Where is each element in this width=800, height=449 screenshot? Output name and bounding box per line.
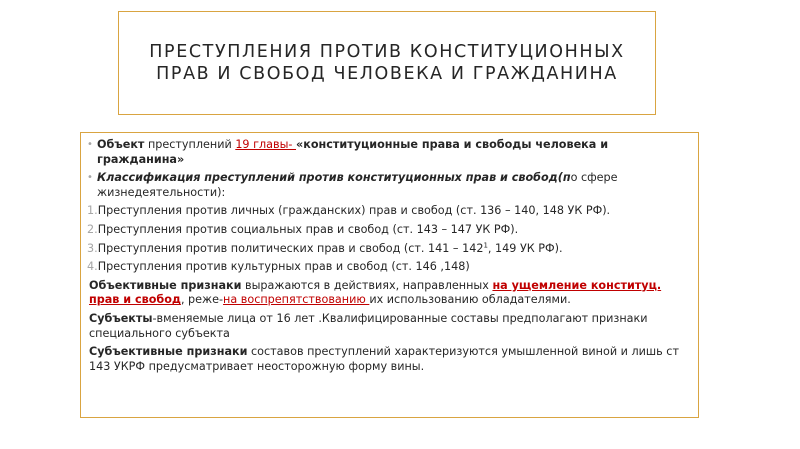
objective-text-a: выражаются в действиях, направленных bbox=[241, 278, 493, 292]
chapter-link[interactable]: 19 главы- bbox=[235, 138, 297, 151]
bullet-icon: • bbox=[87, 139, 93, 150]
object-text: преступлений bbox=[144, 138, 236, 151]
bullet-icon: • bbox=[87, 172, 93, 184]
list-item bbox=[87, 204, 690, 219]
list-text: Преступления против социальных прав и свобод (ст. 143 – 147 УК РФ). bbox=[97, 222, 519, 236]
list-text: Преступления против личных (гражданских) прав и свобод (ст. 136 – 140, 148 УК РФ). bbox=[97, 204, 611, 218]
bullet-object bbox=[87, 138, 690, 167]
list-text bbox=[98, 242, 563, 257]
list-number: 2. bbox=[87, 222, 98, 236]
bullet-classification-text bbox=[97, 171, 690, 200]
classification-text: о сфере жизнедеятельности): bbox=[97, 171, 618, 199]
object-lead: Объект bbox=[97, 138, 145, 151]
list-text-b: , 149 УК РФ). bbox=[487, 241, 563, 255]
objective-text-b: , реже- bbox=[180, 293, 224, 307]
slide-title-line-1: ПРЕСТУПЛЕНИЯ ПРОТИВ КОНСТИТУЦИОННЫХ bbox=[149, 42, 625, 62]
objective-lead: Объективные признаки bbox=[89, 278, 242, 292]
subjects-paragraph bbox=[87, 312, 690, 341]
list-number: 3. bbox=[87, 241, 98, 255]
list-item bbox=[87, 260, 690, 275]
list-item bbox=[87, 223, 690, 238]
list-number: 4. bbox=[87, 260, 98, 274]
slide-title bbox=[149, 41, 624, 85]
subjective-features bbox=[87, 345, 690, 374]
title-box bbox=[118, 11, 656, 115]
objective-red: на воспрепятствованию bbox=[223, 293, 370, 307]
subjects-text: -вменяемые лица от 16 лет .Квалифицированные составы предполагают признаки специального субъекта bbox=[89, 311, 648, 340]
objective-text-c: их использованию обладателями. bbox=[369, 293, 571, 307]
subjects-lead: Субъекты bbox=[89, 311, 153, 325]
object-quote: «конституционные права и свободы человека и гражданина» bbox=[97, 138, 609, 166]
subjective-text: составов преступлений характеризуются умышленной виной и лишь ст 143 УКРФ предусматривает неосторожную форму вины. bbox=[89, 345, 679, 373]
classification-lead: Классификация преступлений против конституционных прав и свобод(п bbox=[97, 171, 571, 185]
subjective-lead: Субъективные признаки bbox=[89, 345, 248, 359]
list-text-a: Преступления против политических прав и свобод (ст. 141 – 142 bbox=[97, 241, 484, 255]
content-box bbox=[80, 132, 699, 418]
objective-features bbox=[87, 279, 690, 308]
objective-red-bold: на ущемление конституц. прав и свобод bbox=[89, 278, 662, 307]
list-number: 1. bbox=[87, 204, 98, 218]
list-text: Преступления против культурных прав и свобод (ст. 146 ,148) bbox=[97, 260, 470, 274]
bullet-classification bbox=[87, 171, 690, 200]
slide-title-line-2: ПРАВ И СВОБОД ЧЕЛОВЕКА И ГРАЖДАНИНА bbox=[156, 64, 618, 84]
list-superscript: 1 bbox=[483, 240, 488, 249]
bullet-object-text bbox=[97, 138, 690, 167]
list-item bbox=[87, 242, 690, 257]
